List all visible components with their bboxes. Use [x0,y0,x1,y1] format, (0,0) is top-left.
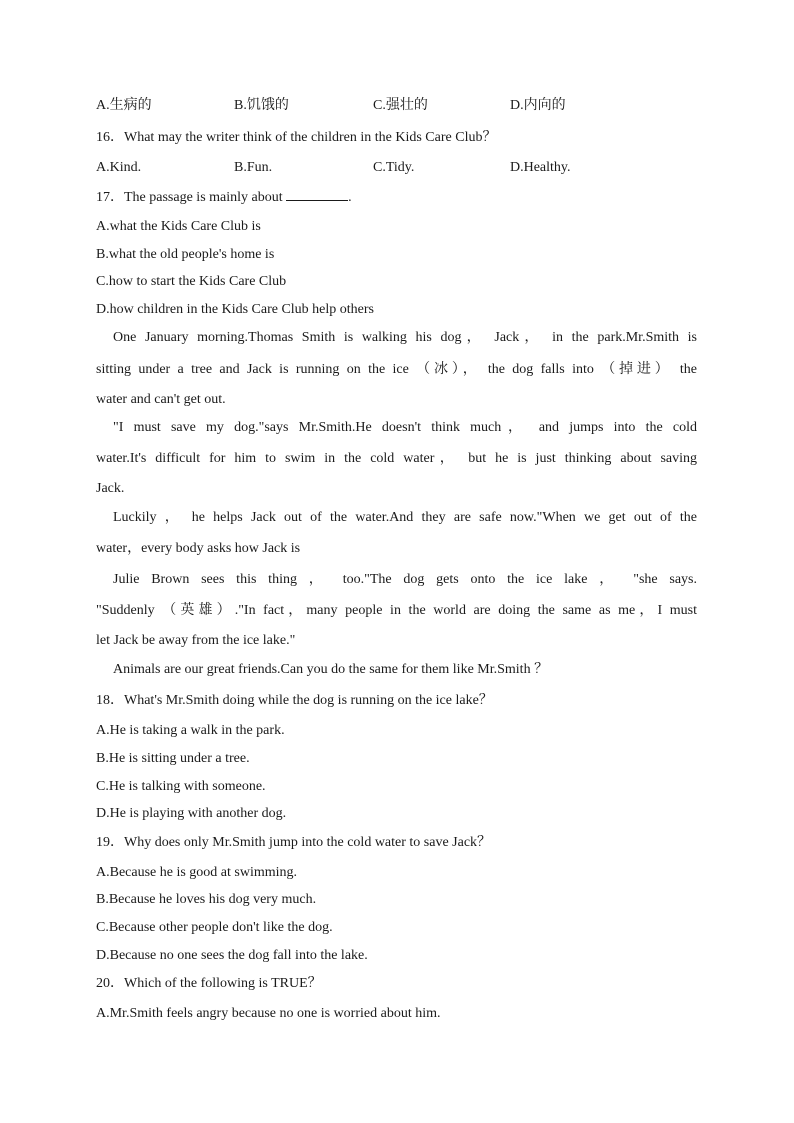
q17-stem-end: . [348,190,352,205]
passage-line: Jack. [96,481,125,496]
q18-option-b: B.He is sitting under a tree. [96,751,250,766]
q19-stem: 19．Why does only Mr.Smith jump into the cold water to save Jack？ [96,835,492,850]
q18-option-a: A.He is taking a walk in the park. [96,723,285,738]
q16-stem: 16．What may the writer think of the children in the Kids Care Club？ [96,130,497,145]
passage-line: water，every body asks how Jack is [96,541,301,556]
q19-option-b: B.Because he loves his dog very much. [96,892,317,907]
q19-option-c: C.Because other people don't like the dog. [96,920,333,935]
q15-option-c: C.强壮的 [373,98,428,113]
q17-option-b: B.what the old people's home is [96,247,275,262]
q17-stem-text: 17．The passage is mainly about [96,190,287,205]
q16-option-a: A.Kind. [96,160,142,175]
q18-option-c: C.He is talking with someone. [96,779,266,794]
q15-option-d: D.内向的 [510,98,566,113]
q16-option-b: B.Fun. [234,160,273,175]
q16-option-d: D.Healthy. [510,160,571,175]
q15-options [96,96,698,116]
q16-options [96,158,698,178]
q20-stem: 20．Which of the following is TRUE？ [96,976,322,991]
q18-option-d: D.He is playing with another dog. [96,806,287,821]
q18-stem: 18．What's Mr.Smith doing while the dog is running on the ice lake？ [96,693,493,708]
passage-line: Animals are our great friends.Can you do the same for them like Mr.Smith ？ [113,662,549,677]
passage-line: Julie Brown sees this thing ， too."The dog gets onto the ice lake ， "she says. [113,572,697,587]
passage-line: water and can't get out. [96,392,226,407]
q17-option-c: C.how to start the Kids Care Club [96,274,287,289]
q16-option-c: C.Tidy. [373,160,415,175]
passage-line: "I must save my dog."says Mr.Smith.He doesn't think much， and jumps into the cold [113,420,697,435]
q15-option-b: B.饥饿的 [234,98,289,113]
passage-line: "Suddenly （英雄）."In fact，many people in the world are doing the same as me，I must [96,603,697,618]
q15-option-a: A.生病的 [96,98,152,113]
q20-option-a: A.Mr.Smith feels angry because no one is worried about him. [96,1006,441,1021]
q17-option-d: D.how children in the Kids Care Club help others [96,302,375,317]
passage-line: water.It's difficult for him to swim in the cold water， but he is just thinking about saving [96,451,697,466]
answer-blank [286,187,348,201]
passage-line: sitting under a tree and Jack is running on the ice （冰）， the dog falls into （掉进） the [96,362,697,377]
q19-option-d: D.Because no one sees the dog fall into the lake. [96,948,368,963]
q19-option-a: A.Because he is good at swimming. [96,865,298,880]
q17-stem [96,187,352,207]
passage-line: One January morning.Thomas Smith is walking his dog， Jack， in the park.Mr.Smith is [113,330,697,345]
passage-line: Luckily ， he helps Jack out of the water.And they are safe now."When we get out of the [113,510,697,525]
passage-line: let Jack be away from the ice lake." [96,633,296,648]
q17-option-a: A.what the Kids Care Club is [96,219,261,234]
